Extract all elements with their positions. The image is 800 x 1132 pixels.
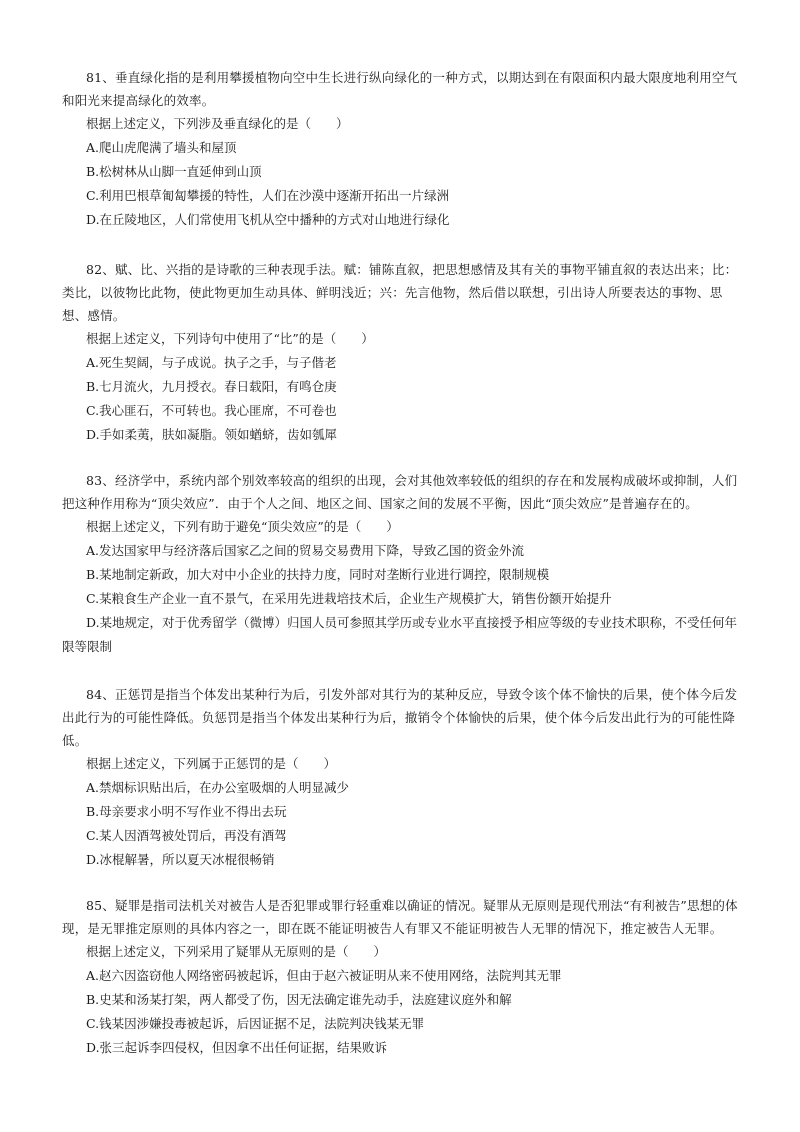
- question-81: [62, 66, 742, 232]
- option-list: [62, 964, 742, 1060]
- question-83: [62, 469, 742, 659]
- option-c: C.利用巴根草匍匐攀援的特性，人们在沙漠中逐渐开拓出一片绿洲: [86, 188, 450, 203]
- option-b: B.某地制定新政，加大对中小企业的扶持力度，同时对垄断行业进行调控，限制规模: [86, 567, 550, 582]
- option-b: B.松树林从山脚一直延伸到山顶: [86, 164, 262, 179]
- document-page: [62, 66, 742, 1086]
- option-a: A.爬山虎爬满了墙头和屋顶: [86, 140, 237, 155]
- option-c: C.某粮食生产企业一直不景气，在采用先进栽培技术后，企业生产规模扩大，销售份额开始提升: [86, 591, 612, 606]
- option-a: A.发达国家甲与经济落后国家乙之间的贸易交易费用下降，导致乙国的资金外流: [86, 543, 525, 558]
- option-a: A.禁烟标识贴出后，在办公室吸烟的人明显减少: [86, 780, 350, 795]
- question-prompt: 根据上述定义，下列采用了疑罪从无原则的是（ ）: [86, 944, 387, 959]
- option-c: C.钱某因涉嫌投毒被起诉，后因证据不足，法院判决钱某无罪: [86, 1016, 425, 1031]
- question-prompt: 根据上述定义，下列属于正惩罚的是（ ）: [86, 756, 337, 771]
- option-c: C.某人因酒驾被处罚后，再没有酒驾: [86, 828, 287, 843]
- question-prompt: 根据上述定义，下列有助于避免“顶尖效应”的是（ ）: [86, 519, 399, 534]
- question-85: [62, 894, 742, 1060]
- option-b: B.母亲要求小明不写作业不得出去玩: [86, 804, 287, 819]
- question-stem: 83、经济学中，系统内部个别效率较高的组织的出现，会对其他效率较低的组织的存在和发展构成破坏或抑制，人们把这种作用称为“顶尖效应”．由于个人之间、地区之间、国家之间的发展不平衡，因此“顶尖效应”是普遍存在的。: [62, 473, 738, 511]
- option-list: [62, 136, 742, 232]
- option-c: C.我心匪石，不可转也。我心匪席，不可卷也: [86, 403, 337, 418]
- option-a: A.赵六因盗窃他人网络密码被起诉，但由于赵六被证明从来不使用网络，法院判其无罪: [86, 968, 562, 983]
- option-list: [62, 776, 742, 872]
- option-d: D.在丘陵地区，人们常使用飞机从空中播种的方式对山地进行绿化: [86, 212, 450, 227]
- option-list: [62, 351, 742, 447]
- question-prompt: 根据上述定义，下列涉及垂直绿化的是（ ）: [86, 116, 349, 131]
- question-stem: 82、赋、比、兴指的是诗歌的三种表现手法。赋：铺陈直叙，把思想感情及其有关的事物平铺直叙的表达出来；比：类比，以彼物比此物，使此物更加生动具体、鲜明浅近；兴：先言他物，然后借以联想，引出诗人所要表达的事物、思想、感情。: [62, 262, 738, 323]
- option-b: B.史某和汤某打架，两人都受了伤，因无法确定谁先动手，法庭建议庭外和解: [86, 992, 512, 1007]
- option-d: D.某地规定，对于优秀留学（微博）归国人员可参照其学历或专业水平直接授予相应等级的专业技术职称，不受任何年限等限制: [62, 615, 738, 654]
- option-d: D.张三起诉李四侵权，但因拿不出任何证据，结果败诉: [86, 1040, 388, 1055]
- question-prompt: 根据上述定义，下列诗句中使用了“比”的是（ ）: [86, 331, 374, 346]
- option-list: [62, 539, 742, 659]
- question-84: [62, 683, 742, 872]
- option-d: D.手如柔荑，肤如凝脂。领如蝤蛴，齿如瓠犀: [86, 427, 338, 442]
- question-stem: 81、垂直绿化指的是利用攀援植物向空中生长进行纵向绿化的一种方式，以期达到在有限面积内最大限度地利用空气和阳光来提高绿化的效率。: [62, 70, 738, 108]
- question-82: [62, 258, 742, 447]
- option-d: D.冰棍解暑，所以夏天冰棍很畅销: [86, 852, 275, 867]
- option-b: B.七月流火，九月授衣。春日载阳，有鸣仓庚: [86, 379, 337, 394]
- question-stem: 84、正惩罚是指当个体发出某种行为后，引发外部对其行为的某种反应，导致令该个体不愉快的后果，使个体今后发出此行为的可能性降低。负惩罚是指当个体发出某种行为后，撤销令个体愉快的后果，使个体今后发出此行为的可能性降低。: [62, 687, 738, 748]
- option-a: A.死生契阔，与子成说。执子之手，与子偕老: [86, 355, 337, 370]
- question-stem: 85、疑罪是指司法机关对被告人是否犯罪或罪行轻重难以确证的情况。疑罪从无原则是现代刑法“有利被告”思想的体现，是无罪推定原则的具体内容之一，即在既不能证明被告人有罪又不能证明被告人无罪的情况下，推定被告人无罪。: [62, 898, 738, 936]
